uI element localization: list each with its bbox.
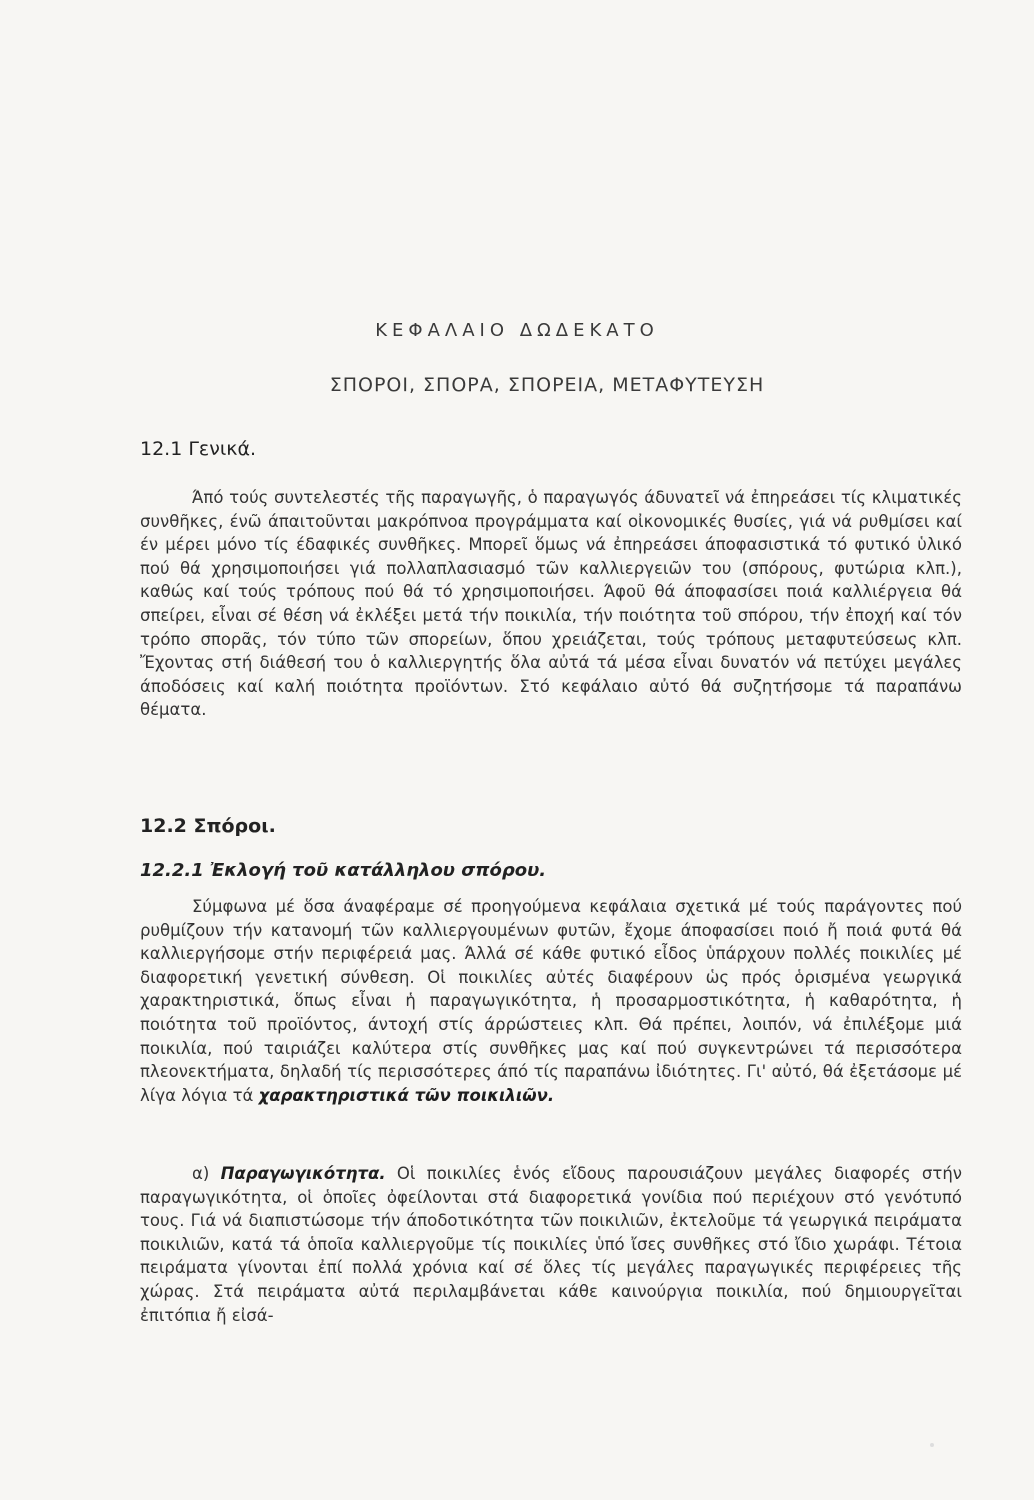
paragraph-productivity: [140, 1162, 962, 1327]
productivity-text: Οἱ ποικιλίες ἑνός εἴδους παρουσιάζουν μεγάλες διαφορές στήν παραγωγικότητα, οἱ ὁποῖες ὀφείλονται στά διαφορετικά γονίδια πού περιέχουν στό γενότυπό τους. Γιά νά διαπιστώσομε τήν άποδοτικότητα τῶν ποικιλιῶν, ἐκτελοῦμε τά γεωργικά πειράματα ποικιλιῶν, κατά τά ὁποῖα καλλιεργοῦμε τίς ποικιλίες ὑπό ἴσες συνθῆκες στό ἴδιο χωράφι. Τέτοια πειράματα γίνονται ἐπί πολλά χρόνια καί σέ ὅλες τίς μεγάλες παραγωγικές περιφέρειες τῆς χώρας. Στά πειράματα αὐτά περιλαμβάνεται κάθε καινούργια ποικιλία, πού δημιουργεῖται ἐπιτόπια ἤ εἰσά-: [140, 1164, 962, 1325]
varieties-characteristics-emphasis: χαρακτηριστικά τῶν ποικιλιῶν.: [258, 1085, 555, 1105]
section-heading-12-1: 12.1 Γενικά.: [140, 438, 257, 460]
section-heading-12-2: 12.2 Σπόροι.: [140, 815, 276, 837]
productivity-term: Παραγωγικότητα.: [220, 1164, 386, 1183]
chapter-label: ΚΕΦΑΛΑΙΟ ΔΩΔΕΚΑΤΟ: [375, 320, 659, 341]
chapter-title: ΣΠΟΡΟΙ, ΣΠΟΡΑ, ΣΠΟΡΕΙΑ, ΜΕΤΑΦΥΤΕΥΣΗ: [329, 374, 765, 396]
paragraph-general: Άπό τούς συντελεστές τῆς παραγωγῆς, ὁ παραγωγός άδυνατεῖ νά ἐπηρεάσει τίς κλιματικές συνθῆκες, ένῶ άπαιτοῦνται μακρόπνοα προγράμματα καί οἰκονομικές θυσίες, γιά νά ρυθμίσει καί έν μέρει μόνο τίς έδαφικές συνθῆκες. Μπορεῖ ὅμως νά ἐπηρεάσει άποφασιστικά τό φυτικό ὑλικό πού θά χρησιμοποιήσει γιά πολλαπλασιασμό τῶν καλλιεργειῶν του (σπόρους, φυτώρια κλπ.), καθώς καί τούς τρόπους πού θά τό χρησιμοποιήσει. Άφοῦ θά άποφασίσει ποιά καλλιέργεια θά σπείρει, εἶναι σέ θέση νά ἐκλέξει μετά τήν ποικιλία, τήν ποιότητα τοῦ σπόρου, τήν ἐποχή καί τόν τρόπο σπορᾶς, τόν τύπο τῶν σπορείων, ὅπου χρειάζεται, τούς τρόπους μεταφυτεύσεως κλπ. Ἔχοντας στή διάθεσή του ὁ καλλιεργητής ὅλα αὐτά τά μέσα εἶναι δυνατόν νά πετύχει μεγάλες άποδόσεις καί καλή ποιότητα προϊόντων. Στό κεφάλαιο αὐτό θά συζητήσομε τά παραπάνω θέματα.: [140, 488, 962, 720]
paragraph-seed-selection: [140, 895, 962, 1107]
scan-speck: [930, 1443, 934, 1447]
paragraph-seed-selection-text: Σύμφωνα μέ ὅσα άναφέραμε σέ προηγούμενα κεφάλαια σχετικά μέ τούς παράγοντες πού ρυθμίζουν τήν κατανομή τῶν καλλιεργουμένων φυτῶν, ἔχομε άποφασίσει ποιό ἤ ποιά φυτά θά καλλιεργήσομε στήν περιφέρειά μας. Άλλά σέ κάθε φυτικό εἶδος ὑπάρχουν πολλές ποικιλίες μέ διαφορετική γενετική σύνθεση. Οἱ ποικιλίες αὐτές διαφέρουν ὡς πρός ὁρισμένα γεωργικά χαρακτηριστικά, ὅπως εἶναι ἡ παραγωγικότητα, ἡ προσαρμοστικότητα, ἡ καθαρότητα, ἡ ποιότητα τοῦ προϊόντος, άντοχή στίς άρρώστειες κλπ. Θά πρέπει, λοιπόν, νά ἐπιλέξομε μιά ποικιλία, πού ταιριάζει καλύτερα στίς συνθῆκες μας καί πού συγκεντρώνει τά περισσότερα πλεονεκτήματα, δηλαδή τίς περισσότερες άπό τίς παραπάνω ἰδιότητες. Γι' αὐτό, θά ἐξετάσομε μέ λίγα λόγια τά: [140, 897, 962, 1105]
item-a-prefix: α): [192, 1164, 221, 1183]
subsection-heading-12-2-1: 12.2.1 Ἐκλογή τοῦ κατάλληλου σπόρου.: [140, 860, 547, 881]
